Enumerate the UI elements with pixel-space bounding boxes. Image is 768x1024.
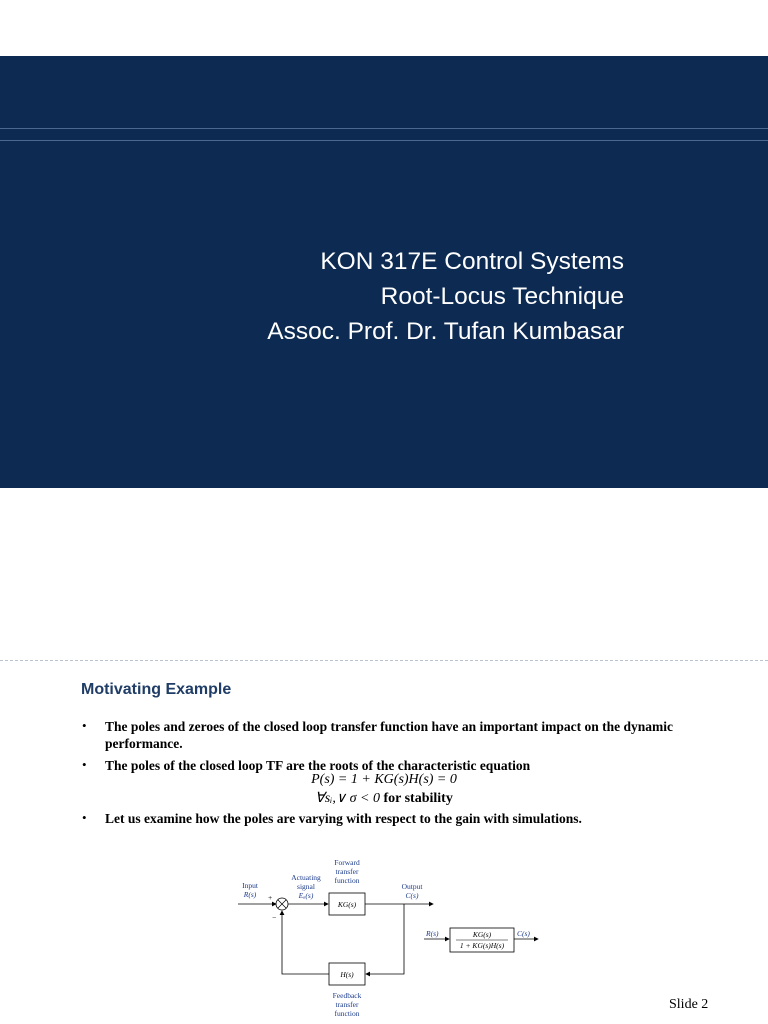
forward-label-1: Forward [334, 858, 360, 867]
minus-sign: − [272, 913, 277, 922]
actuating-label-2: signal [297, 882, 315, 891]
forward-block-label: KG(s) [337, 900, 357, 909]
bullet-text-1: The poles and zeroes of the closed loop transfer function have an important impact on the dynamic performance. [105, 719, 673, 751]
output-label: Output [401, 882, 423, 891]
input-label: Input [242, 881, 258, 890]
slide-heading: Motivating Example [81, 681, 232, 698]
title-slide [0, 0, 768, 488]
closed-numerator: KG(s) [472, 930, 492, 939]
feedback-label-1: Feedback [332, 991, 362, 1000]
stability-math: ∀sᵢ,∨ σ < 0 [315, 791, 380, 806]
bullet-marker: • [82, 757, 87, 772]
closed-input-signal: R(s) [426, 929, 439, 938]
forward-label-3: function [334, 876, 360, 885]
bullet-text-2: The poles of the closed loop TF are the roots of the characteristic equation [105, 758, 531, 773]
bullet-marker: • [82, 810, 87, 825]
content-slide [0, 661, 768, 1024]
output-signal: C(s) [405, 891, 419, 900]
input-signal: R(s) [243, 890, 257, 899]
top-rule-2 [0, 140, 768, 141]
bullet-text-3: Let us examine how the poles are varying with respect to the gain with simulations. [105, 811, 582, 826]
forward-label-2: transfer [335, 867, 359, 876]
feedback-label-2: transfer [335, 1000, 359, 1009]
lecture-topic: Root-Locus Technique [380, 283, 624, 310]
characteristic-equation: P(s) = 1 + KG(s)H(s) = 0 [311, 772, 457, 787]
feedback-return [282, 911, 329, 974]
course-title: KON 317E Control Systems [320, 248, 624, 275]
actuating-label-1: Actuating [291, 873, 321, 882]
plus-sign: + [268, 893, 273, 902]
feedback-block-diagram [228, 850, 548, 1020]
slide-number: Slide 2 [669, 997, 709, 1012]
feedback-label-3: function [334, 1009, 360, 1018]
stability-text: for stability [383, 791, 453, 806]
closed-denominator: 1 + KG(s)H(s) [459, 941, 505, 950]
slide-title [267, 244, 624, 349]
top-rule-1 [0, 128, 768, 129]
actuating-signal: Eₐ(s) [298, 891, 314, 900]
feedback-path [366, 904, 404, 974]
feedback-block-label: H(s) [340, 970, 354, 979]
closed-output-signal: C(s) [517, 929, 530, 938]
bullet-marker: • [82, 718, 87, 733]
stability-condition [0, 790, 768, 807]
instructor-name: Assoc. Prof. Dr. Tufan Kumbasar [267, 318, 624, 345]
